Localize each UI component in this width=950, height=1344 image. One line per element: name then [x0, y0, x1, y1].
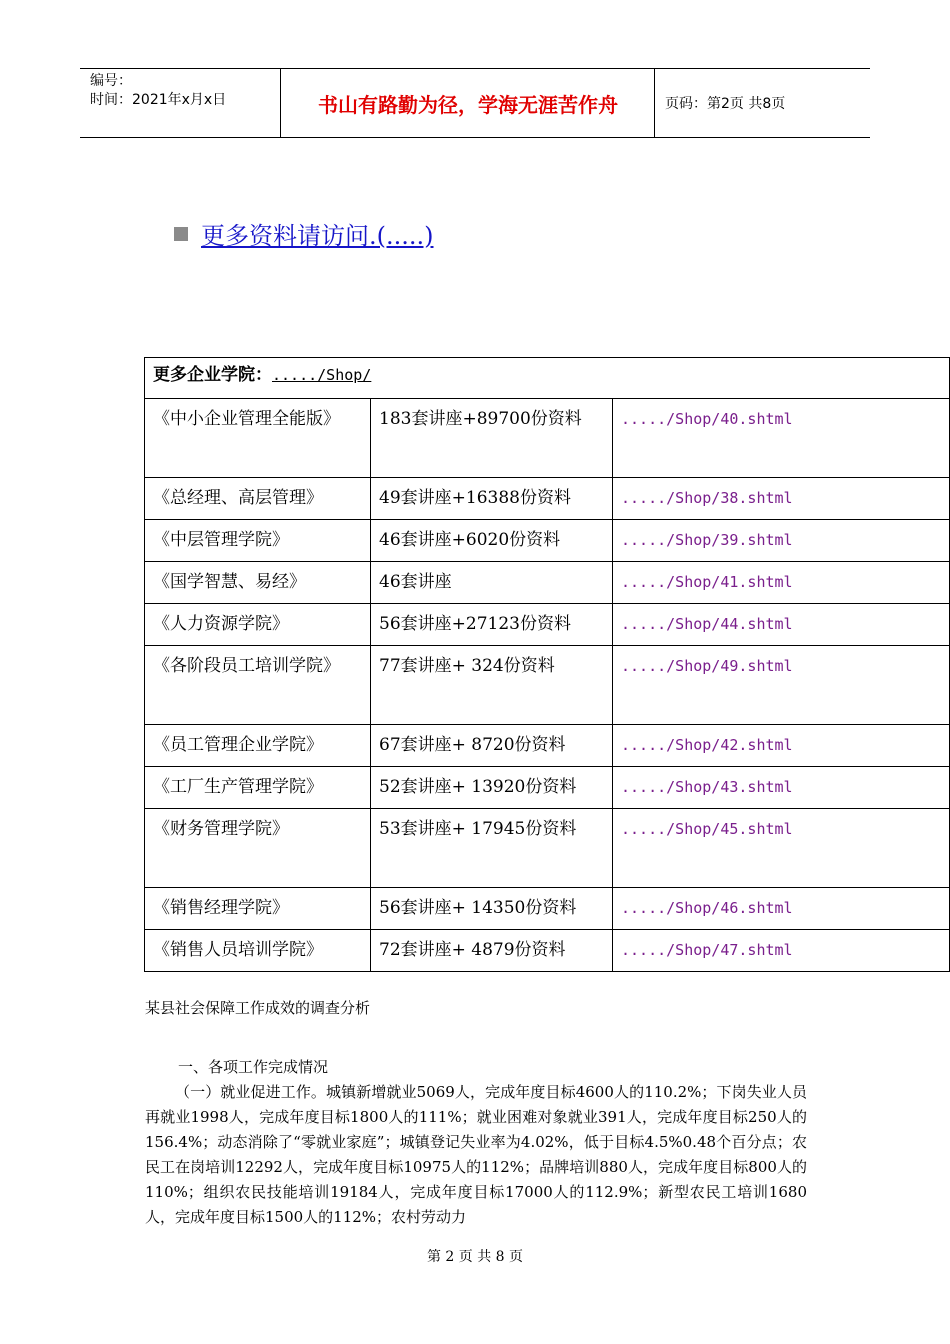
- course-link[interactable]: ...../Shop/46.shtml: [613, 888, 950, 930]
- table-row: [145, 399, 950, 478]
- course-desc: 183套讲座+89700份资料: [371, 399, 613, 478]
- course-name: 《工厂生产管理学院》: [145, 767, 371, 809]
- course-name: 《国学智慧、易经》: [145, 562, 371, 604]
- table-row: [145, 562, 950, 604]
- page-header: [80, 68, 870, 138]
- course-name: 《总经理、高层管理》: [145, 478, 371, 520]
- course-desc: 49套讲座+16388份资料: [371, 478, 613, 520]
- table-row: [145, 809, 950, 888]
- course-name: 《财务管理学院》: [145, 809, 371, 888]
- course-link[interactable]: ...../Shop/47.shtml: [613, 930, 950, 972]
- table-row: [145, 646, 950, 725]
- course-name: 《各阶段员工培训学院》: [145, 646, 371, 725]
- body-paragraph: （一）就业促进工作。城镇新增就业5069人，完成年度目标4600人的110.2%；下岗失业人员再就业1998人，完成年度目标1800人的111%；就业困难对象就业391人，完成年度目标250人的156.4%；动态消除了“零就业家庭”；城镇登记失业率为4.02%，低于目标4.5%0.48个百分点；农民工在岗培训12292人，完成年度目标10975人的112%；品牌培训880人，完成年度目标800人的110%；组织农民技能培训19184人，完成年度目标17000人的112.9%；新型农民工培训1680人，完成年度目标1500人的112%；农村劳动力: [145, 1083, 807, 1226]
- course-link[interactable]: ...../Shop/38.shtml: [613, 478, 950, 520]
- course-name: 《销售经理学院》: [145, 888, 371, 930]
- shop-header-label: 更多企业学院：: [153, 365, 272, 385]
- table-row: [145, 520, 950, 562]
- table-row: [145, 478, 950, 520]
- course-link[interactable]: ...../Shop/42.shtml: [613, 725, 950, 767]
- course-name: 《销售人员培训学院》: [145, 930, 371, 972]
- course-name: 《人力资源学院》: [145, 604, 371, 646]
- shop-table: [144, 357, 950, 972]
- course-desc: 46套讲座: [371, 562, 613, 604]
- course-desc: 56套讲座+27123份资料: [371, 604, 613, 646]
- course-link[interactable]: ...../Shop/40.shtml: [613, 399, 950, 478]
- square-bullet-icon: [174, 227, 188, 241]
- number-label: 编号：: [90, 73, 132, 89]
- course-desc: 52套讲座+ 13920份资料: [371, 767, 613, 809]
- course-desc: 53套讲座+ 17945份资料: [371, 809, 613, 888]
- shop-table-header-row: [145, 358, 950, 399]
- page-footer: 第 2 页 共 8 页: [426, 1249, 524, 1265]
- course-name: 《员工管理企业学院》: [145, 725, 371, 767]
- shop-table-header: [145, 358, 950, 399]
- course-link[interactable]: ...../Shop/45.shtml: [613, 809, 950, 888]
- date-label: 时间：2021年x月x日: [90, 92, 227, 108]
- table-row: [145, 725, 950, 767]
- more-resources-link[interactable]: 更多资料请访问.(.....): [201, 222, 434, 250]
- section-heading: 一、各项工作完成情况: [178, 1058, 329, 1076]
- shop-header-link[interactable]: ...../Shop/: [272, 366, 372, 384]
- table-row: [145, 604, 950, 646]
- course-link[interactable]: ...../Shop/49.shtml: [613, 646, 950, 725]
- table-row: [145, 767, 950, 809]
- course-link[interactable]: ...../Shop/39.shtml: [613, 520, 950, 562]
- course-desc: 72套讲座+ 4879份资料: [371, 930, 613, 972]
- document-title: 某县社会保障工作成效的调查分析: [145, 999, 371, 1017]
- course-link[interactable]: ...../Shop/43.shtml: [613, 767, 950, 809]
- course-name: 《中小企业管理全能版》: [145, 399, 371, 478]
- course-link[interactable]: ...../Shop/44.shtml: [613, 604, 950, 646]
- table-row: [145, 888, 950, 930]
- course-desc: 67套讲座+ 8720份资料: [371, 725, 613, 767]
- course-name: 《中层管理学院》: [145, 520, 371, 562]
- course-desc: 56套讲座+ 14350份资料: [371, 888, 613, 930]
- more-resources: [174, 216, 434, 251]
- course-link[interactable]: ...../Shop/41.shtml: [613, 562, 950, 604]
- header-meta: [80, 69, 281, 137]
- header-motto: 书山有路勤为径，学海无涯苦作舟: [282, 69, 655, 137]
- header-page-info: 页码：第2页 共8页: [665, 96, 786, 112]
- course-desc: 77套讲座+ 324份资料: [371, 646, 613, 725]
- table-row: [145, 930, 950, 972]
- course-desc: 46套讲座+6020份资料: [371, 520, 613, 562]
